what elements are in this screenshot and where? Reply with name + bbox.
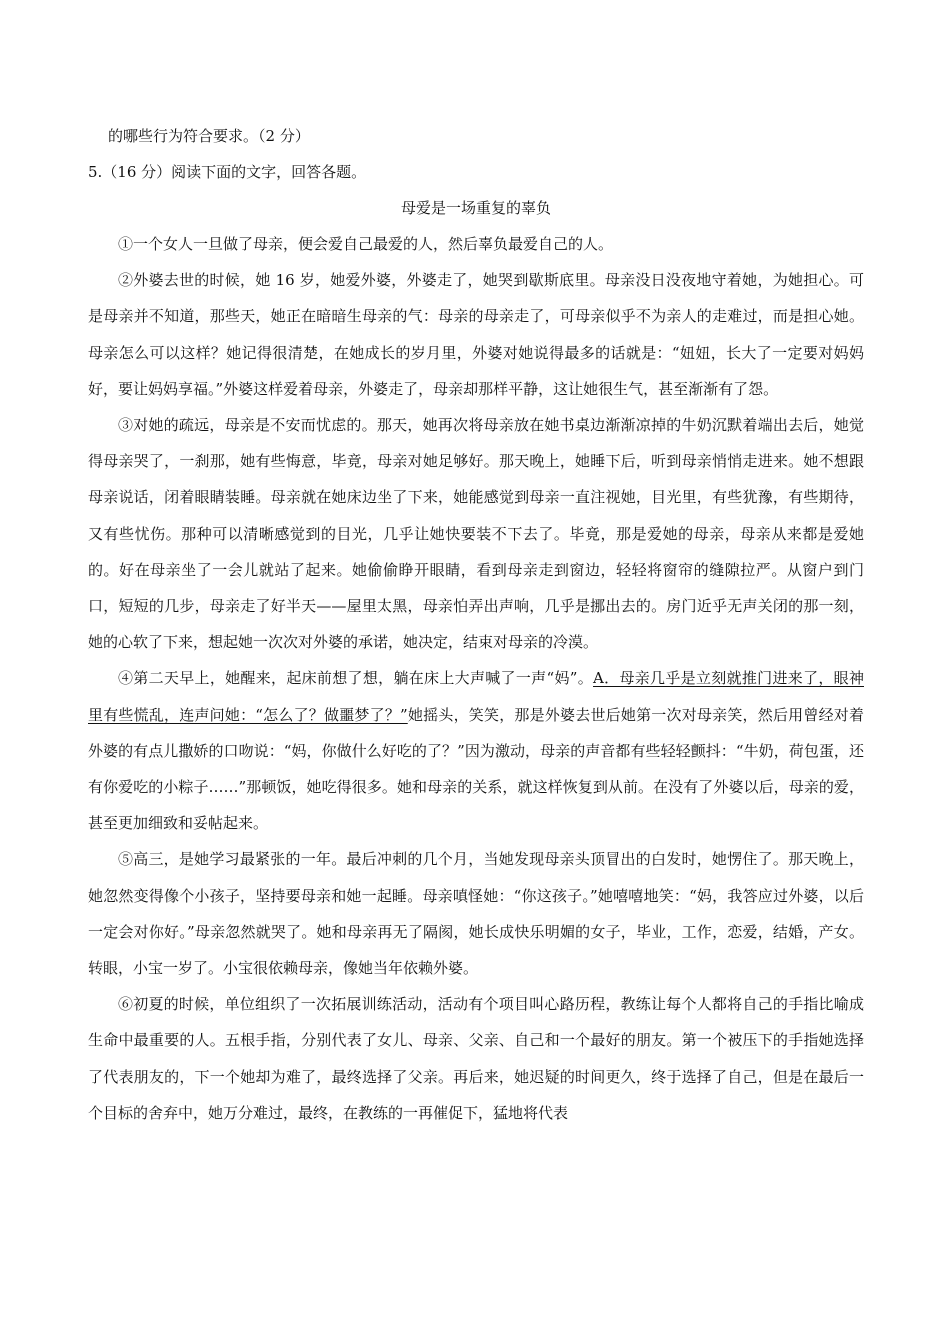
- paragraph-4: [88, 660, 864, 841]
- article-title: 母爱是一场重复的辜负: [400, 199, 551, 217]
- question-5-heading: 5.（16 分）阅读下面的文字，回答各题。: [88, 163, 367, 181]
- paragraph-6: ⑥初夏的时候，单位组织了一次拓展训练活动，活动有个项目叫心路历程，教练让每个人都将自己的手指比喻成生命中最重要的人。五根手指，分别代表了女儿、母亲、父亲、自己和一个最好的朋友。第一个被压下的手指她选择了代表朋友的，下一个她却为难了，最终选择了父亲。再后来，她迟疑的时间更久，终于选择了自己，但是在最后一个目标的舍弃中，她万分难过，最终，在教练的一再催促下，猛地将代表: [88, 995, 864, 1122]
- paragraph-1: ①一个女人一旦做了母亲，便会爱自己最爱的人，然后辜负最爱自己的人。: [118, 235, 614, 253]
- paragraph-3: ③对她的疏远，母亲是不安而忧虑的。那天，她再次将母亲放在她书桌边渐渐凉掉的牛奶沉默着端出去后，她觉得母亲哭了，一刹那，她有些悔意，毕竟，母亲对她足够好。那天晚上，她睡下后，听到母亲悄悄走进来。她不想跟母亲说话，闭着眼睛装睡。母亲就在她床边坐了下来，她能感觉到母亲一直注视她，目光里，有些犹豫，有些期待，又有些忧伤。那种可以清晰感觉到的目光，几乎让她快要装不下去了。毕竟，那是爱她的母亲，母亲从来都是爱她的。好在母亲坐了一会儿就站了起来。她偷偷睁开眼睛，看到母亲走到窗边，轻轻将窗帘的缝隙拉严。从窗户到门口，短短的几步，母亲走了好半天——屋里太黑，母亲怕弄出声响，几乎是挪出去的。房门近乎无声关闭的那一刻，她的心软了下来，想起她一次次对外婆的承诺，她决定，结束对母亲的冷漠。: [88, 416, 864, 652]
- paragraph-4-lead: ④第二天早上，她醒来，起床前想了想，躺在床上大声喊了一声“妈”。: [118, 669, 594, 688]
- exam-page: [88, 118, 864, 1131]
- paragraph-5: ⑤高三，是她学习最紧张的一年。最后冲刺的几个月，当她发现母亲头顶冒出的白发时，她愣住了。那天晚上，她忽然变得像个小孩子，坚持要母亲和她一起睡。母亲嗔怪她：“你这孩子。”她嘻嘻地笑：“妈，我答应过外婆，以后一定会对你好。”母亲忽然就哭了。她和母亲再无了隔阂，她长成快乐明媚的女子，毕业，工作，恋爱，结婚，产女。转眼，小宝一岁了。小宝很依赖母亲，像她当年依赖外婆。: [88, 850, 864, 978]
- paragraph-2: ②外婆去世的时候，她 16 岁，她爱外婆，外婆走了，她哭到歇斯底里。母亲没日没夜地守着她，为她担心。可是母亲并不知道，那些天，她正在暗暗生母亲的气：母亲的母亲走了，可母亲似乎不为亲人的走难过，而是担心她。母亲怎么可以这样？她记得很清楚，在她成长的岁月里，外婆对她说得最多的话就是：“妞妞，长大了一定要对妈妈好，要让妈妈享福。”外婆这样爱着母亲，外婆走了，母亲却那样平静，这让她很生气，甚至渐渐有了怨。: [88, 271, 864, 398]
- previous-question-line: 的哪些行为符合要求。（2 分）: [108, 127, 310, 145]
- paragraph-4-rest: 她摇头，笑笑，那是外婆去世后她第一次对母亲笑，然后用曾经对着外婆的有点儿撒娇的口吻说：“妈，你做什么好吃的了？”因为激动，母亲的声音都有些轻轻颤抖：“牛奶，荷包蛋，还有你爱吃的小粽子……”那顿饭，她吃得很多。她和母亲的关系，就这样恢复到从前。在没有了外婆以后，母亲的爱，甚至更加细致和妥帖起来。: [88, 705, 864, 833]
- underlined-sentence-a: A．母亲几乎是立刻就推门进来了，眼神里有些慌乱，连声问她：“怎么了？做噩梦了？”: [88, 669, 864, 724]
